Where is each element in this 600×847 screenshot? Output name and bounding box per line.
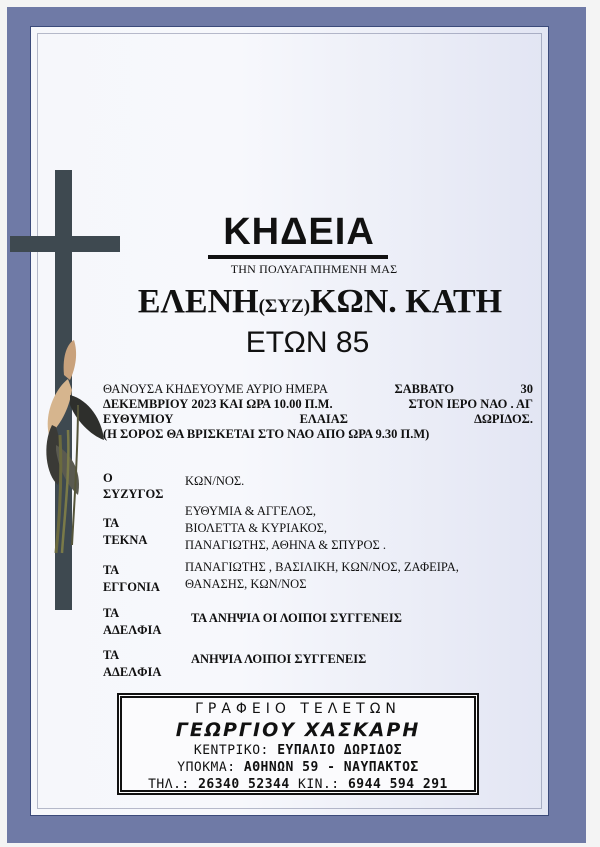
deceased-age: ΕΤΩΝ 85 (245, 326, 370, 359)
announce-datetime: ΔΕΚΕΜΒΡΙΟΥ 2023 ΚΑΙ ΩΡΑ 10.00 Π.Μ. (103, 397, 333, 411)
office-main-value: ΕΥΠΑΛΙΟ ΔΩΡΙΔΟΣ (277, 743, 403, 758)
announce-place: ΣΤΟΝ ΙΕΡΟ ΝΑΟ . ΑΓ (408, 397, 533, 411)
announce-line-3 (103, 412, 533, 427)
announce-church: ΕΥΘΥΜΙΟΥ (103, 412, 174, 426)
office-branch-label: ΥΠΟΚΜΑ: (177, 760, 236, 775)
relative-label-2: ΕΓΓΟΝΙΑ (103, 580, 160, 594)
office-phones (119, 777, 477, 792)
announce-text: ΘΑΝΟΥΣΑ ΚΗΔΕΥΟΥΜΕ ΑΥΡΙΟ ΗΜΕΡΑ (103, 382, 328, 396)
office-main-label: ΚΕΝΤΡΙΚΟ: (193, 743, 269, 758)
relative-value: ΠΑΝΑΓΙΩΤΗΣ , ΒΑΣΙΛΙΚΗ, ΚΩΝ/ΝΟΣ, ΖΑΦΕΙΡΑ, (185, 560, 459, 574)
calla-lily-icon (34, 335, 109, 555)
relative-label-1: ΤΑ (103, 563, 120, 577)
announce-line-4 (103, 427, 533, 442)
office-main-address (119, 743, 477, 758)
relative-value: ΒΙΟΛΕΤΤΑ & ΚΥΡΙΑΚΟΣ, (185, 521, 327, 535)
announce-note: (Η ΣΟΡΟΣ ΘΑ ΒΡΙΣΚΕΤΑΙ ΣΤΟ ΝΑΟ ΑΠΟ ΩΡΑ 9.30 Π.Μ) (103, 427, 430, 441)
name-last: ΚΩΝ. ΚΑΤΗ (310, 283, 503, 320)
office-branch-address (119, 760, 477, 775)
relative-value: ΑΝΗΨΙΑ ΛΟΙΠΟΙ ΣΥΓΓΕΝΕΙΣ (191, 652, 367, 666)
announce-line-1 (103, 382, 533, 397)
deceased-name (120, 282, 520, 327)
relative-label-2: ΣΥΖΥΓΟΣ (103, 487, 164, 501)
office-tel-label: ΤΗΛ.: (148, 777, 190, 792)
announce-line-2 (103, 397, 533, 412)
relative-value: ΤΑ ΑΝΗΨΙΑ ΟΙ ΛΟΙΠΟΙ ΣΥΓΓΕΝΕΙΣ (191, 611, 402, 625)
office-name: ΓΕΩΡΓΙΟΥ ΧΑΣΚΑΡΗ (175, 719, 421, 741)
cross-icon-horizontal (10, 236, 120, 252)
name-first: ΕΛΕΝΗ (137, 283, 259, 320)
name-spouse-marker: (ΣΥΖ) (258, 296, 311, 317)
announce-day: ΣΑΒΒΑΤΟ (394, 382, 454, 396)
relative-value: ΕΥΘΥΜΙΑ & ΑΓΓΕΛΟΣ, (185, 504, 316, 518)
notice-title: ΚΗΔΕΙΑ (223, 211, 375, 253)
relative-label-1: ΤΑ (103, 606, 120, 620)
relative-label-1: ΤΑ (103, 516, 120, 530)
relative-label-1: Ο (103, 471, 113, 485)
announce-village: ΕΛΑΙΑΣ (299, 412, 348, 426)
relative-value: ΠΑΝΑΓΙΩΤΗΣ, ΑΘΗΝΑ & ΣΠΥΡΟΣ . (185, 538, 387, 552)
relative-label-2: ΑΔΕΛΦΙΑ (103, 665, 162, 679)
funeral-announcement (103, 382, 533, 442)
funeral-office-box (117, 693, 479, 795)
title-underline (208, 255, 388, 259)
announce-region: ΔΩΡΙΔΟΣ. (474, 412, 533, 426)
announce-date: 30 (520, 382, 533, 396)
office-mob-value: 6944 594 291 (347, 777, 448, 792)
office-branch-value: ΑΘΗΝΩΝ 59 - ΝΑΥΠΑΚΤΟΣ (243, 760, 419, 775)
notice-subtitle: ΤΗΝ ΠΟΛΥΑΓΑΠΗΜΕΝΗ ΜΑΣ (230, 262, 398, 276)
office-mob-label: ΚΙΝ.: (298, 777, 340, 792)
relative-value: ΚΩΝ/ΝΟΣ. (185, 474, 245, 488)
office-tel-value: 26340 52344 (198, 777, 290, 792)
office-heading: ΓΡΑΦΕΙΟ ΤΕΛΕΤΩΝ (195, 701, 401, 717)
relative-label-1: ΤΑ (103, 648, 120, 662)
relative-label-2: ΑΔΕΛΦΙΑ (103, 623, 162, 637)
relative-value: ΘΑΝΑΣΗΣ, ΚΩΝ/ΝΟΣ (185, 577, 307, 591)
relative-label-2: ΤΕΚΝΑ (103, 533, 148, 547)
